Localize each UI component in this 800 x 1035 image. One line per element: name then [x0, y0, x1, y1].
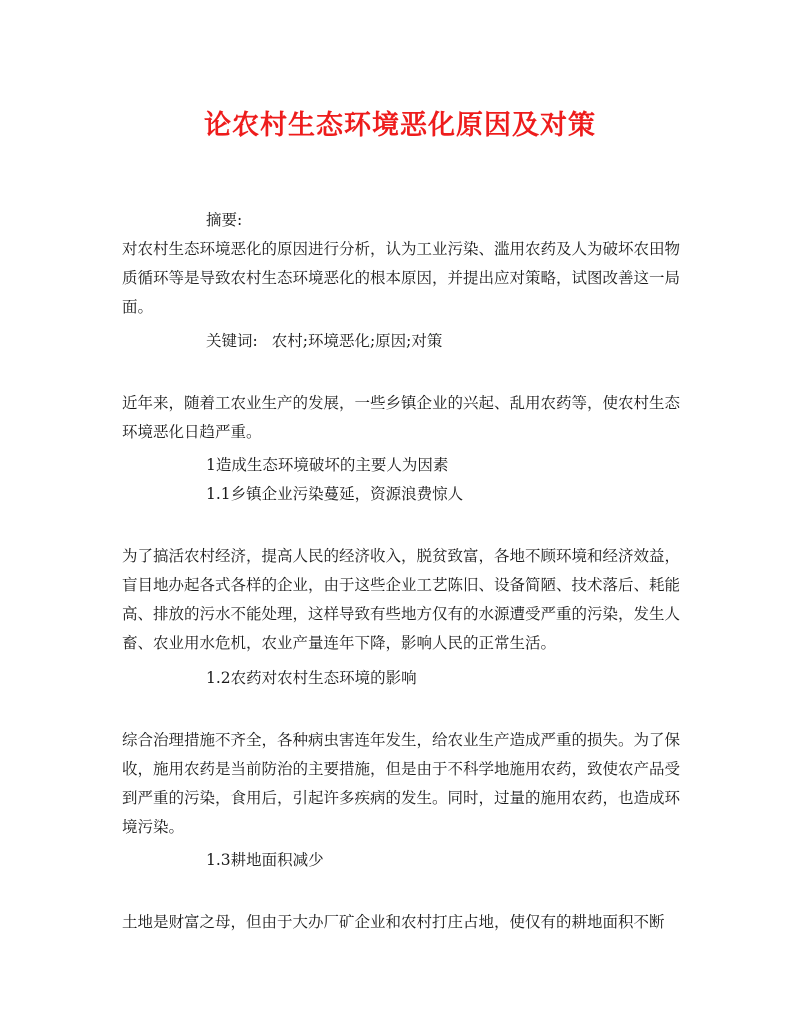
document-title: 论农村生态环境恶化原因及对策 [204, 110, 596, 141]
section-1-1-heading: 1.1乡镇企业污染蔓延，资源浪费惊人 [206, 485, 464, 503]
keywords-text: 农村;环境恶化;原因;对策 [271, 332, 443, 350]
section-1-3-heading: 1.3耕地面积减少 [206, 851, 324, 869]
section-1-3-body: 土地是财富之母，但由于大办厂矿企业和农村打庄占地，使仅有的耕地面积不断 [122, 913, 665, 931]
abstract-text: 对农村生态环境恶化的原因进行分析，认为工业污染、滥用农药及人为破坏农田物质循环等是导致农村生态环境恶化的根本原因，并提出应对策略，试图改善这一局面。 [122, 240, 681, 316]
section-1-heading: 1造成生态环境破坏的主要人为因素 [206, 456, 449, 474]
intro-paragraph: 近年来，随着工农业生产的发展，一些乡镇企业的兴起、乱用农药等，使农村生态环境恶化日趋严重。 [122, 394, 681, 441]
section-1-2-body: 综合治理措施不齐全，各种病虫害连年发生，给农业生产造成严重的损失。为了保收，施用农药是当前防治的主要措施，但是由于不科学地施用农药，致使农产品受到严重的污染，食用后，引起许多疾病的发生。同时，过量的施用农药，也造成环境污染。 [122, 731, 681, 836]
abstract-label: 摘要: [206, 211, 243, 229]
keywords-label: 关键词: [206, 332, 258, 350]
section-1-1-body: 为了搞活农村经济，提高人民的经济收入，脱贫致富，各地不顾环境和经济效益，盲目地办起各式各样的企业，由于这些企业工艺陈旧、设备简陋、技术落后、耗能高、排放的污水不能处理，这样导致有些地方仅有的水源遭受严重的污染，发生人畜、农业用水危机，农业产量连年下降，影响人民的正常生活。 [122, 547, 681, 652]
section-1-2-heading: 1.2农药对农村生态环境的影响 [206, 669, 417, 687]
keywords-line [206, 327, 766, 356]
